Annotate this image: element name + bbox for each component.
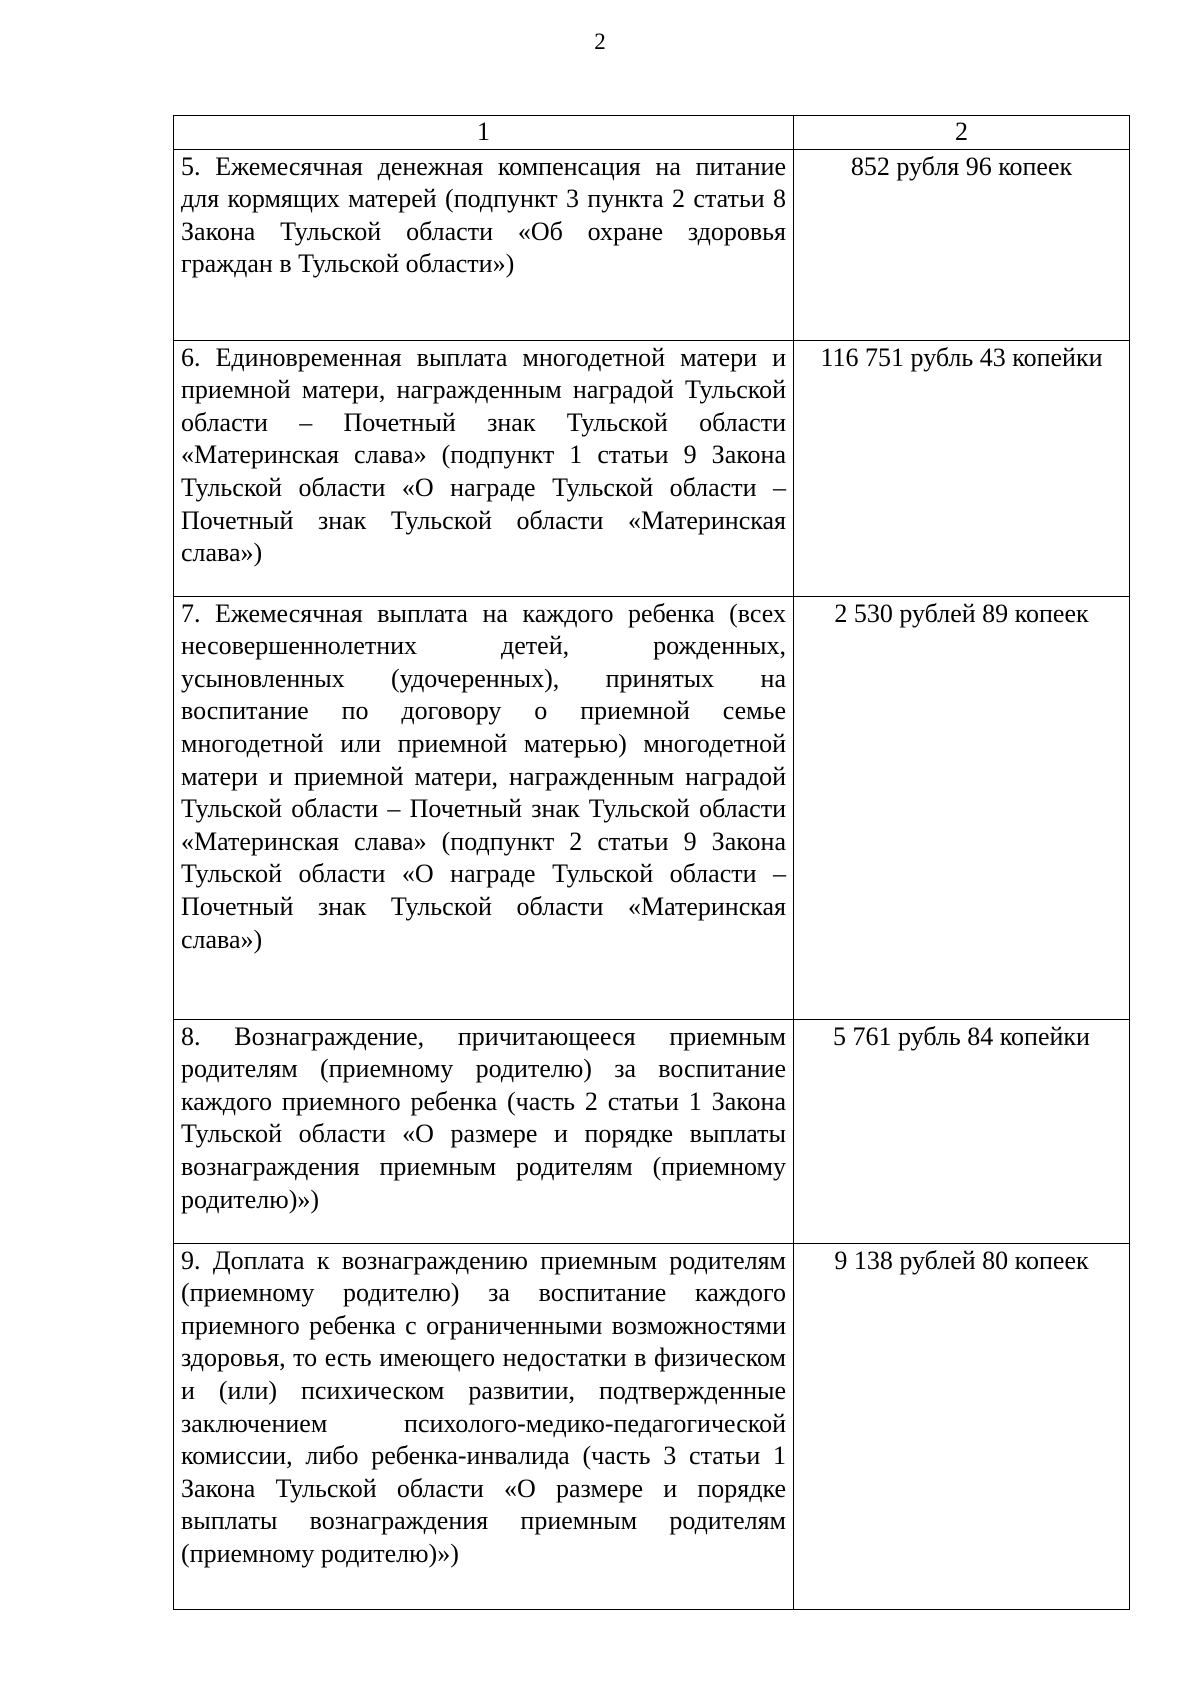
payments-table (173, 115, 1130, 1610)
table-row (174, 1243, 1130, 1609)
column-header-2: 2 (794, 116, 1130, 150)
payment-amount: 2 530 рублей 89 копеек (794, 596, 1130, 1019)
payment-amount: 9 138 рублей 80 копеек (794, 1243, 1130, 1609)
column-header-1: 1 (174, 116, 794, 150)
payment-amount: 852 рубля 96 копеек (794, 149, 1130, 340)
payment-description: 5. Ежемесячная денежная компенсация на питание для кормящих матерей (подпункт 3 пункта 2 статьи 8 Закона Тульской области «Об охране здоровья граждан в Тульской области») (174, 149, 794, 340)
table-row (174, 340, 1130, 596)
payment-description: 6. Единовременная выплата многодетной матери и приемной матери, награжденным наградой Тульской области – Почетный знак Тульской области «Материнская слава» (подпункт 1 статьи 9 Закона Тульской области «О награде Тульской области – Почетный знак Тульской области «Материнская слава») (174, 340, 794, 596)
page-number: 2 (594, 29, 606, 54)
table-row (174, 1019, 1130, 1243)
payment-amount: 5 761 рубль 84 копейки (794, 1019, 1130, 1243)
table-row (174, 149, 1130, 340)
table-row (174, 596, 1130, 1019)
payment-description: 8. Вознаграждение, причитающееся приемным родителям (приемному родителю) за воспитание каждого приемного ребенка (часть 2 статьи 1 Закона Тульской области «О размере и порядке выплаты вознаграждения приемным родителям (приемному родителю)») (174, 1019, 794, 1243)
payment-amount: 116 751 рубль 43 копейки (794, 340, 1130, 596)
payment-description: 7. Ежемесячная выплата на каждого ребенка (всех несовершеннолетних детей, рожденных, усыновленных (удочеренных), принятых на воспитание по договору о приемной семье многодетной или приемной матерью) многодетной матери и приемной матери, награжденным наградой Тульской области – Почетный знак Тульской области «Материнская слава» (подпункт 2 статьи 9 Закона Тульской области «О награде Тульской области – Почетный знак Тульской области «Материнская слава») (174, 596, 794, 1019)
table-header-row (174, 116, 1130, 150)
payment-description: 9. Доплата к вознаграждению приемным родителям (приемному родителю) за воспитание каждого приемного ребенка с ограниченными возможностями здоровья, то есть имеющего недостатки в физическом и (или) психическом развитии, подтвержденные заключением психолого-медико-педагогической комиссии, либо ребенка-инвалида (часть 3 статьи 1 Закона Тульской области «О размере и порядке выплаты вознаграждения приемным родителям (приемному родителю)») (174, 1243, 794, 1609)
